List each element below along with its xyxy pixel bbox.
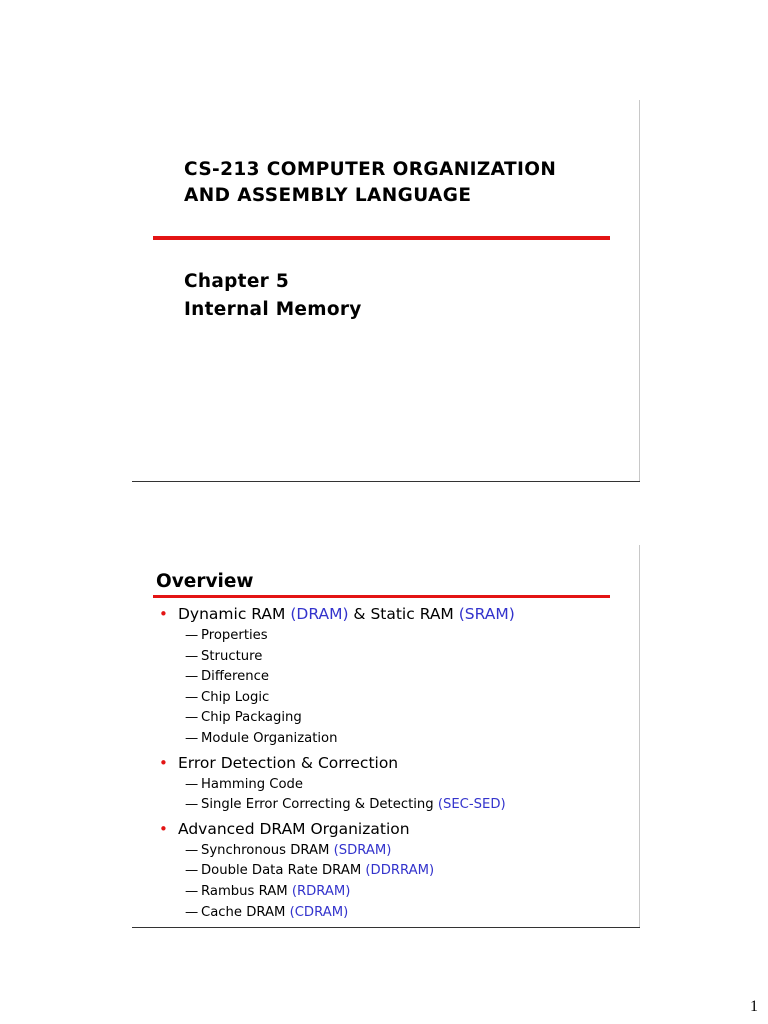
sub-item [185, 729, 515, 750]
dash-icon: — [185, 628, 199, 643]
sub-item-text: Cache DRAM [201, 904, 290, 920]
outline-item-advanced-dram [156, 819, 515, 923]
sub-item-text: Synchronous DRAM [201, 842, 334, 858]
sub-list [156, 841, 515, 923]
sub-item-text: Properties [201, 628, 268, 643]
chapter-number: Chapter 5 [184, 271, 290, 292]
course-title-line-1: CS-213 COMPUTER ORGANIZATION [184, 159, 557, 180]
overview-slide [132, 545, 640, 928]
dash-icon: — [185, 883, 199, 899]
course-title-line-2: AND ASSEMBLY LANGUAGE [184, 185, 472, 206]
dash-icon: — [185, 776, 199, 792]
slide-right-border [639, 100, 640, 482]
dash-icon: — [185, 797, 199, 813]
dash-icon: — [185, 863, 199, 879]
dash-icon: — [185, 842, 199, 858]
sub-item [185, 626, 515, 647]
sub-item [185, 647, 515, 668]
chapter-title: Internal Memory [184, 299, 362, 320]
sub-item [185, 795, 515, 816]
sub-item-text: Structure [201, 648, 263, 664]
sub-item-text: Chip Packaging [201, 710, 302, 726]
bullet-text: Advanced DRAM Organization [178, 819, 410, 838]
dash-icon: — [185, 669, 199, 685]
sub-item-text: Module Organization [201, 730, 338, 746]
bullet-abbreviation: (DRAM) [290, 605, 349, 623]
bullet-abbreviation-2: (SRAM) [458, 605, 515, 623]
dash-icon: — [185, 730, 199, 746]
chapter-heading [184, 268, 362, 324]
slide-bottom-border [132, 481, 640, 482]
sub-item [185, 708, 515, 729]
sub-item-text: Chip Logic [201, 689, 270, 705]
page-number: 1 [750, 998, 758, 1015]
dash-icon: — [185, 710, 199, 726]
sub-item [185, 667, 515, 688]
sub-list [156, 626, 515, 750]
bullet-text-continued: & Static RAM [348, 605, 459, 623]
outline-item-error-detection [156, 753, 515, 816]
sub-item-text: Double Data Rate DRAM [201, 863, 366, 879]
sub-item-text: Difference [201, 669, 269, 685]
sub-item-abbreviation: (SEC-SED) [437, 797, 506, 813]
sub-list [156, 775, 515, 816]
dash-icon: — [185, 904, 199, 920]
sub-item [185, 903, 515, 924]
sub-item-abbreviation: (DDRRAM) [365, 863, 435, 879]
slide-bottom-border [132, 927, 640, 928]
bullet-text: Dynamic RAM [178, 605, 291, 623]
outline-item-dram-sram [156, 604, 515, 750]
sub-item-abbreviation: (SDRAM) [333, 842, 392, 858]
course-title [184, 157, 556, 209]
sub-item-text: Hamming Code [201, 776, 304, 792]
sub-item [185, 688, 515, 709]
bullet-icon: • [159, 753, 168, 772]
sub-item [185, 775, 515, 796]
overview-heading: Overview [156, 571, 254, 592]
slide-right-border [639, 545, 640, 928]
overview-red-rule [153, 595, 610, 598]
bullet-icon: • [159, 605, 168, 623]
sub-item-text: Single Error Correcting & Detecting [201, 797, 438, 813]
sub-item [185, 882, 515, 903]
sub-item [185, 861, 515, 882]
bullet-text: Error Detection & Correction [178, 753, 399, 772]
overview-outline [156, 604, 515, 926]
bullet-icon: • [159, 819, 168, 838]
sub-item-abbreviation: (CDRAM) [289, 904, 349, 920]
dash-icon: — [185, 689, 199, 705]
sub-item-text: Rambus RAM [201, 883, 292, 899]
sub-item [185, 841, 515, 862]
title-red-rule [153, 236, 610, 240]
title-slide [132, 100, 640, 482]
dash-icon: — [185, 648, 199, 664]
sub-item-abbreviation: (RDRAM) [291, 883, 351, 899]
